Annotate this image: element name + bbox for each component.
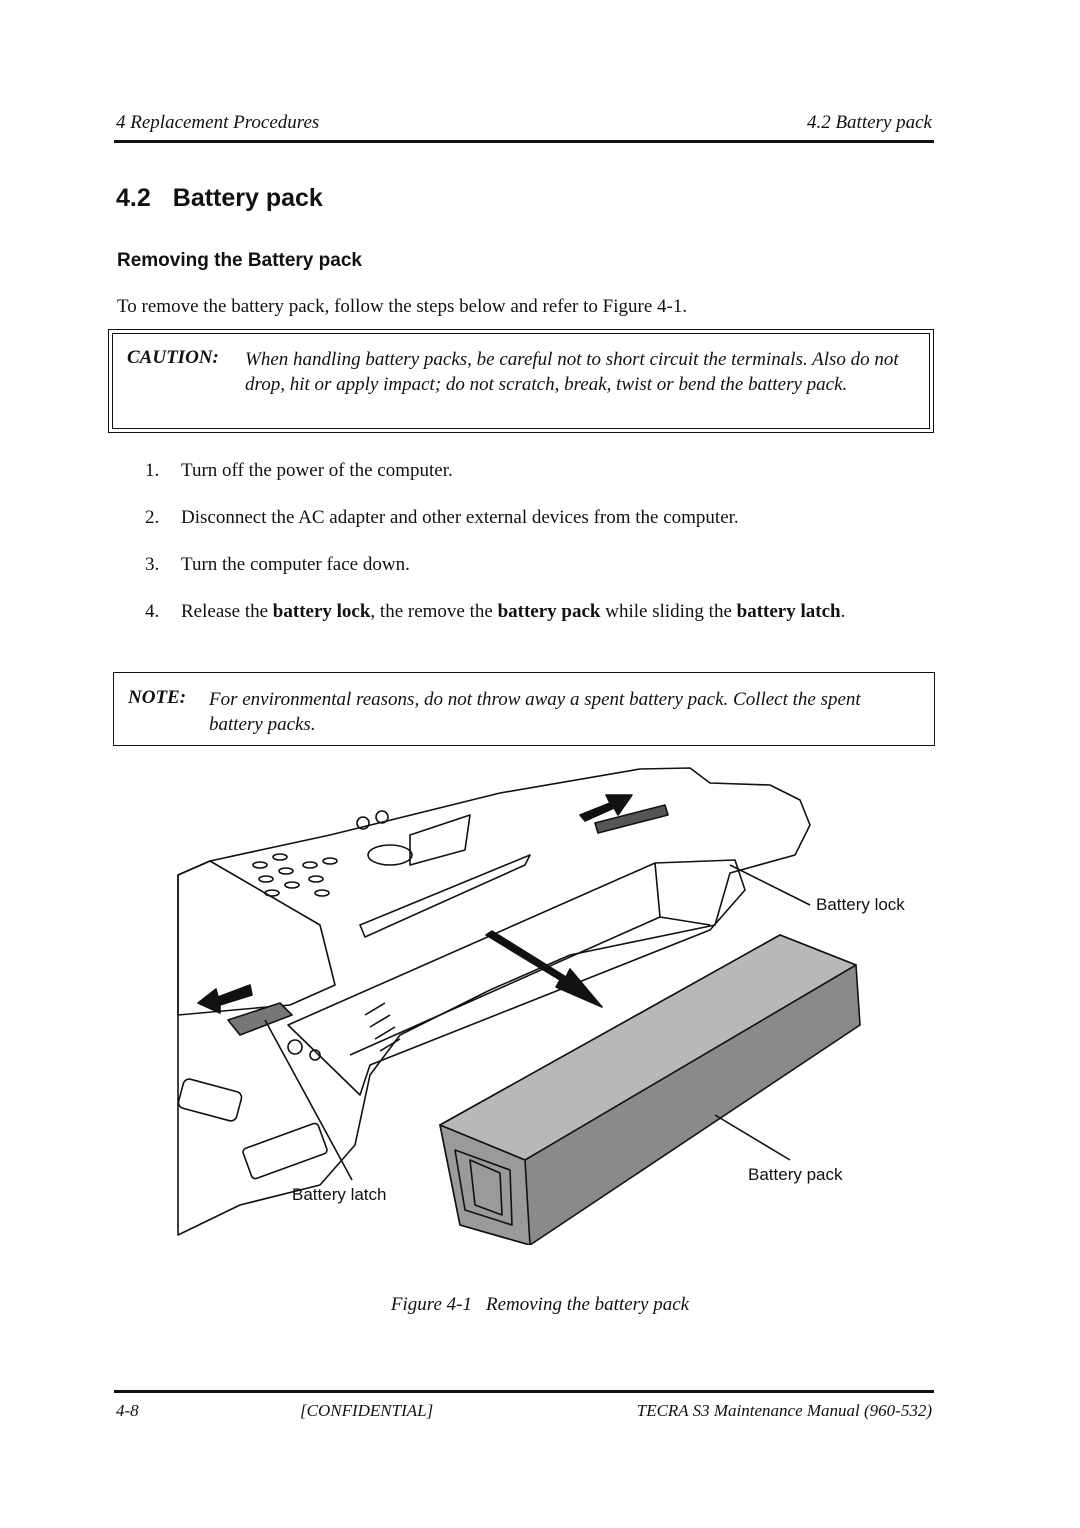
note-text: For environmental reasons, do not throw away a spent battery pack. Collect the spent battery packs.	[209, 689, 861, 735]
step-number: 3.	[145, 554, 160, 575]
label-battery-latch: Battery latch	[292, 1185, 387, 1204]
leader-battery-lock	[730, 865, 810, 905]
compartment-cover	[178, 861, 335, 1015]
label-battery-pack: Battery pack	[748, 1165, 843, 1184]
step-number: 4.	[145, 601, 160, 622]
step-term-battery-pack: battery pack	[497, 601, 601, 622]
connector-port	[242, 1122, 328, 1179]
manual-title: TECRA S3 Maintenance Manual (960-532)	[636, 1401, 932, 1420]
figure-number: Figure 4-1	[390, 1294, 472, 1315]
note-box	[113, 672, 935, 746]
step-text: Turn off the power of the computer.	[181, 460, 453, 481]
leader-battery-pack	[715, 1115, 790, 1160]
caution-text: When handling battery packs, be careful not to short circuit the terminals. Also do not drop, hit or apply impact; do not scratch, break, twist or bend the battery pack.	[245, 349, 899, 395]
page-number: 4-8	[116, 1401, 139, 1420]
intro-paragraph: To remove the battery pack, follow the steps below and refer to Figure 4-1.	[117, 296, 688, 317]
caution-box	[112, 333, 930, 429]
list-item	[145, 599, 915, 624]
step-text: Disconnect the AC adapter and other external devices from the computer.	[181, 507, 739, 528]
section-title	[116, 184, 323, 213]
steps-list	[145, 458, 915, 646]
caution-label: CAUTION:	[127, 347, 219, 368]
header-chapter: 4 Replacement Procedures	[116, 112, 320, 133]
battery-removal-figure	[170, 765, 930, 1245]
section-number: 4.2	[116, 184, 151, 212]
step-number: 2.	[145, 507, 160, 528]
list-item	[145, 552, 915, 577]
running-header	[114, 112, 934, 143]
step-text: Turn the computer face down.	[181, 554, 410, 575]
step-term-battery-lock: battery lock	[272, 601, 371, 622]
header-section: 4.2 Battery pack	[806, 112, 932, 133]
note-label: NOTE:	[128, 687, 187, 708]
section-title-text: Battery pack	[172, 184, 323, 212]
step-number: 1.	[145, 460, 160, 481]
confidential-mark: [CONFIDENTIAL]	[300, 1401, 434, 1420]
label-battery-lock: Battery lock	[816, 895, 905, 914]
vent-slots	[253, 854, 337, 896]
step-term-battery-latch: battery latch	[736, 601, 841, 622]
list-item	[145, 505, 915, 530]
battery-pack	[440, 935, 860, 1245]
step-text-part: , the remove the	[370, 601, 498, 622]
step-text-part: Release the	[181, 601, 273, 622]
subsection-title: Removing the Battery pack	[117, 250, 362, 271]
step-text-part: .	[840, 601, 846, 622]
step-text	[181, 599, 915, 624]
figure-caption	[0, 1294, 1080, 1316]
list-item	[145, 458, 915, 483]
step-text-part: while sliding the	[600, 601, 737, 622]
figure-caption-text: Removing the battery pack	[485, 1294, 690, 1315]
page-footer	[114, 1390, 934, 1423]
